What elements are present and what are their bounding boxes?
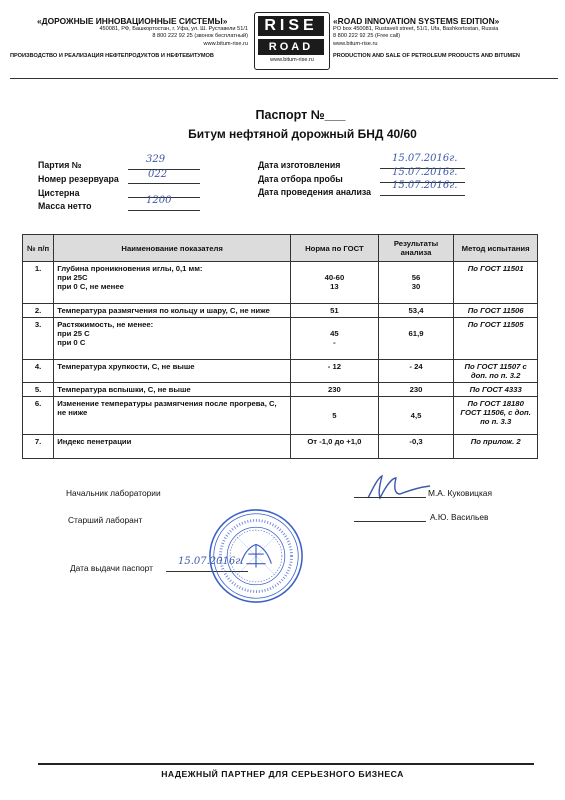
sample-date-value: 15.07.2016г.	[392, 167, 458, 178]
indicator-sub: при 0 С	[57, 338, 86, 347]
row-norm	[291, 318, 379, 360]
col-method: Метод испытания	[454, 235, 538, 262]
footer-slogan: НАДЕЖНЫЙ ПАРТНЕР ДЛЯ СЕРЬЕЗНОГО БИЗНЕСА	[161, 769, 404, 779]
logo-url: www.bitum-rise.ru	[270, 57, 314, 63]
lab-head-name: М.А. Куковицкая	[428, 488, 492, 498]
row-indicator	[54, 262, 291, 304]
row-method: По ГОСТ 11506	[454, 304, 538, 318]
row-result: 230	[378, 383, 454, 397]
mass-label: Масса нетто	[38, 201, 92, 211]
party-value: 329	[146, 154, 166, 165]
row-norm: - 12	[291, 360, 379, 383]
header-divider	[10, 78, 558, 79]
table-row	[23, 397, 538, 435]
result-value: 61,9	[408, 329, 424, 338]
header-ru	[10, 12, 250, 59]
party-label: Партия №	[38, 160, 82, 170]
row-result: - 24	[378, 360, 454, 383]
row-result: 53,4	[378, 304, 454, 318]
made-date-label: Дата изготовления	[258, 160, 341, 170]
row-method: По ГОСТ 4333	[454, 383, 538, 397]
footer-divider	[38, 763, 534, 765]
result-value: 30	[411, 282, 421, 291]
row-result	[378, 262, 454, 304]
row-number: 3.	[23, 318, 54, 360]
site-en: www.bitum-rise.ru	[333, 40, 378, 47]
col-indicator: Наименование показателя	[54, 235, 291, 262]
sample-date-label: Дата отбора пробы	[258, 174, 343, 184]
row-indicator: Температура хрупкости, С, не выше	[54, 360, 291, 383]
row-indicator: Температура размягчения по кольцу и шару, С, не ниже	[54, 304, 291, 318]
product-title: Битум нефтяной дорожный БНД 40/60	[188, 127, 417, 141]
senior-lab-label: Старший лаборант	[68, 515, 143, 525]
row-method: По прилож. 2	[454, 435, 538, 459]
issue-date-label: Дата выдачи паспорт	[70, 563, 153, 573]
table-row	[23, 435, 538, 459]
row-norm: От -1,0 до +1,0	[291, 435, 379, 459]
passport-title: Паспорт №___	[255, 108, 346, 122]
indicator-sub: при 25С	[57, 273, 88, 282]
row-indicator: Температура вспышки, С, не выше	[54, 383, 291, 397]
row-indicator: Изменение температуры размягчения после прогрева, С, не ниже	[54, 397, 291, 435]
norm-value: -	[333, 338, 336, 347]
analysis-date-underline	[380, 195, 465, 196]
row-result: -0,3	[378, 435, 454, 459]
tank-label: Цистерна	[38, 188, 80, 198]
row-indicator: Индекс пенетрации	[54, 435, 291, 459]
issue-date-value: 15.07.2016г.	[178, 556, 244, 567]
analysis-date-value: 15.07.2016г.	[392, 180, 458, 191]
row-method: По ГОСТ 11501	[454, 262, 538, 304]
logo-road: ROAD	[258, 39, 324, 55]
row-method: По ГОСТ 11507 с доп. по п. 3.2	[454, 360, 538, 383]
site-ru: www.bitum-rise.ru	[203, 40, 248, 47]
senior-lab-name: А.Ю. Васильев	[430, 512, 489, 522]
company-stamp	[208, 508, 304, 604]
phone-en: 8 800 222 92 25 (Free call)	[333, 33, 401, 40]
indicator-text: Глубина проникновения иглы, 0,1 мм:	[57, 264, 203, 273]
reservoir-underline	[128, 183, 200, 184]
indicator-sub: при 25 С	[57, 329, 90, 338]
lab-head-label: Начальник лаборатории	[66, 488, 161, 498]
table-row	[23, 360, 538, 383]
row-method: По ГОСТ 11505	[454, 318, 538, 360]
address-en: PO box 450081, Rustaveli street, 51/1, Ufa, Bashkortostan, Russia	[333, 26, 499, 32]
results-table	[22, 234, 538, 459]
row-indicator	[54, 318, 291, 360]
production-en: PRODUCTION AND SALE OF PETROLEUM PRODUCTS AND BITUMEN	[333, 53, 520, 60]
production-ru: ПРОИЗВОДСТВО И РЕАЛИЗАЦИЯ НЕФТЕПРОДУКТОВ И НЕФТЕБИТУМОВ	[10, 53, 214, 60]
row-result: 4,5	[378, 397, 454, 435]
mass-underline	[128, 210, 200, 211]
reservoir-value: 022	[148, 169, 168, 180]
indicator-sub: при 0 С, не менее	[57, 282, 124, 291]
rise-road-logo	[254, 12, 330, 70]
header-en	[333, 12, 563, 59]
row-number: 1.	[23, 262, 54, 304]
table-row	[23, 383, 538, 397]
col-norm: Норма по ГОСТ	[291, 235, 379, 262]
table-row	[23, 318, 538, 360]
phone-ru: 8 800 222 92 25 (звонок бесплатный)	[152, 33, 248, 40]
row-number: 2.	[23, 304, 54, 318]
senior-lab-underline	[354, 521, 426, 522]
row-number: 4.	[23, 360, 54, 383]
table-row	[23, 304, 538, 318]
company-name-ru: «ДОРОЖНЫЕ ИННОВАЦИОННЫЕ СИСТЕМЫ»	[37, 16, 228, 26]
row-norm	[291, 262, 379, 304]
row-method: По ГОСТ 18180 ГОСТ 11506, с доп. по п. 3.3	[454, 397, 538, 435]
row-number: 7.	[23, 435, 54, 459]
result-value: 56	[411, 273, 421, 282]
lab-head-underline	[354, 497, 426, 498]
table-header-row	[23, 235, 538, 262]
norm-value: 45	[330, 329, 339, 338]
made-date-value: 15.07.2016г.	[392, 153, 458, 164]
row-result	[378, 318, 454, 360]
indicator-text: Растяжимость, не менее:	[57, 320, 154, 329]
reservoir-label: Номер резервуара	[38, 174, 119, 184]
logo-rise: RISE	[258, 16, 324, 36]
norm-value: 40-60	[324, 273, 345, 282]
address-ru: 450081, РФ, Башкортостан, г. Уфа, ул. Ш. Руставели 51/1	[99, 26, 248, 32]
row-norm: 51	[291, 304, 379, 318]
norm-value: 13	[330, 282, 339, 291]
mass-value: 1200	[146, 195, 172, 206]
row-norm: 230	[291, 383, 379, 397]
col-number: № п/п	[23, 235, 54, 262]
row-number: 5.	[23, 383, 54, 397]
col-result: Результаты анализа	[378, 235, 454, 262]
company-name-en: «ROAD INNOVATION SYSTEMS EDITION»	[333, 16, 500, 26]
table-row	[23, 262, 538, 304]
row-norm: 5	[291, 397, 379, 435]
row-number: 6.	[23, 397, 54, 435]
analysis-date-label: Дата проведения анализа	[258, 187, 372, 197]
